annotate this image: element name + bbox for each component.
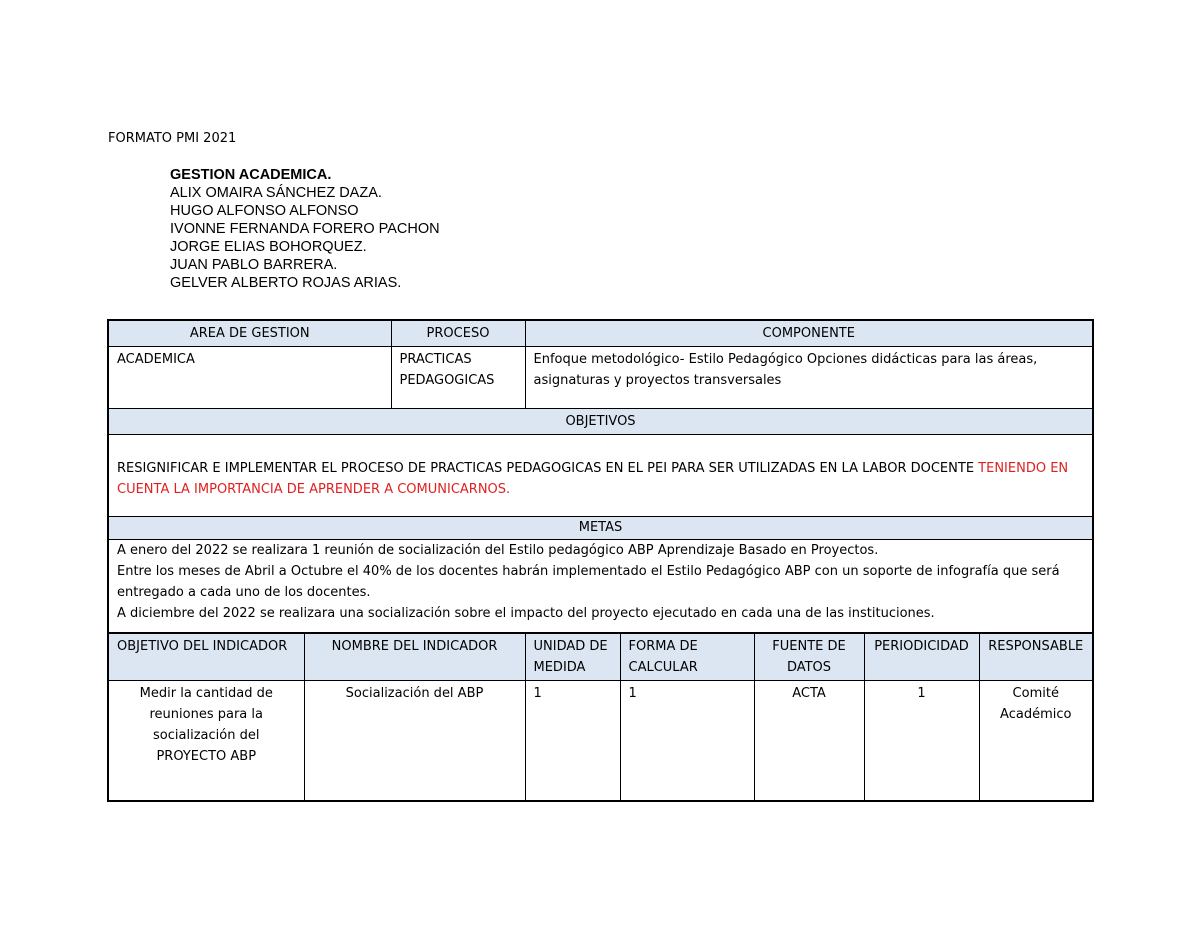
header-forma-calcular: FORMA DE CALCULAR [620,633,754,681]
objetivo-cell [108,435,1093,517]
plan-header-row [108,320,1093,347]
metas-header-row [108,517,1093,540]
team-block [170,166,440,292]
metas-label: METAS [108,517,1093,540]
team-member: HUGO ALFONSO ALFONSO [170,203,359,219]
team-member: JORGE ELIAS BOHORQUEZ. [170,239,367,255]
metas-cell [108,540,1093,642]
cell-forma-calcular: 1 [620,681,754,801]
header-componente: COMPONENTE [525,320,1093,347]
header-periodicidad: PERIODICIDAD [864,633,979,681]
indicator-header-row [108,633,1093,681]
indicator-data-row [108,681,1093,801]
cell-unidad-medida: 1 [525,681,620,801]
objetivos-row [108,435,1093,517]
team-member: ALIX OMAIRA SÁNCHEZ DAZA. [170,185,382,201]
objetivo-text-highlight: TENIENDO EN CUENTA LA IMPORTANCIA DE APRENDER A COMUNICARNOS. [117,460,1069,497]
plan-data-row [108,347,1093,409]
document-title: FORMATO PMI 2021 [108,131,237,146]
meta-item: A diciembre del 2022 se realizara una socialización sobre el impacto del proyecto ejecutado en cada una de las instituciones. [117,606,935,621]
header-area: AREA DE GESTION [108,320,391,347]
cell-proceso: PRACTICAS PEDAGOGICAS [391,347,525,409]
header-responsable: RESPONSABLE [979,633,1093,681]
cell-nombre-indicador: Socialización del ABP [304,681,525,801]
plan-table [107,319,1094,643]
team-member: JUAN PABLO BARRERA. [170,257,338,273]
cell-periodicidad: 1 [864,681,979,801]
header-nombre-indicador: NOMBRE DEL INDICADOR [304,633,525,681]
team-member: IVONNE FERNANDA FORERO PACHON [170,221,440,237]
meta-item: Entre los meses de Abril a Octubre el 40% de los docentes habrán implementado el Estilo Pedagógico ABP con un soporte de infografía que será entregado a cada uno de los docentes. [117,564,1060,600]
metas-row [108,540,1093,642]
cell-fuente-datos: ACTA [754,681,864,801]
cell-responsable: Comité Académico [979,681,1093,801]
objetivos-label: OBJETIVOS [108,409,1093,435]
header-objetivo-indicador: OBJETIVO DEL INDICADOR [108,633,304,681]
team-heading: GESTION ACADEMICA. [170,167,332,183]
team-member: GELVER ALBERTO ROJAS ARIAS. [170,275,402,291]
indicator-table [107,632,1094,802]
objetivos-header-row [108,409,1093,435]
header-proceso: PROCESO [391,320,525,347]
objetivo-text: RESIGNIFICAR E IMPLEMENTAR EL PROCESO DE PRACTICAS PEDAGOGICAS EN EL PEI PARA SER UTILIZADAS EN LA LABOR DOCENTE [117,460,979,476]
meta-item: A enero del 2022 se realizara 1 reunión de socialización del Estilo pedagógico ABP Aprendizaje Basado en Proyectos. [117,543,879,558]
cell-objetivo-indicador: Medir la cantidad de reuniones para la socialización del PROYECTO ABP [108,681,304,801]
cell-area: ACADEMICA [108,347,391,409]
cell-componente: Enfoque metodológico- Estilo Pedagógico Opciones didácticas para las áreas, asignaturas y proyectos transversales [525,347,1093,409]
header-unidad-medida: UNIDAD DE MEDIDA [525,633,620,681]
header-fuente-datos: FUENTE DE DATOS [754,633,864,681]
